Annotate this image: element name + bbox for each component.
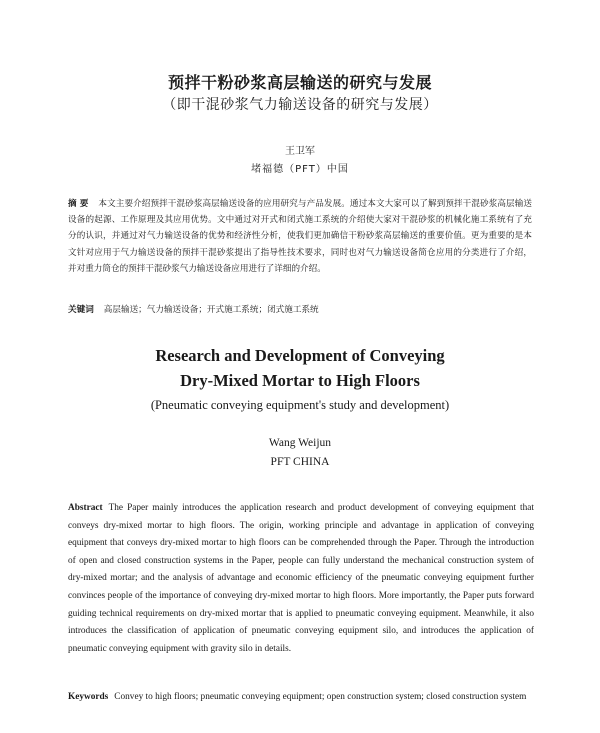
chinese-abstract-text: 本文主要介绍预拌干混砂浆高层输送设备的应用研究与产品发展。通过本文大家可以了解到预拌干混砂浆高层输送设备的起源、工作原理及其应用优势。文中通过对开式和闭式施工系统的介绍使大家对干混砂浆的机械化施工系统有了充分的认识，并通过对气力输送设备的优势和经济性分析，使我们更加确信干粉砂浆高层输送的重要价值。更为重要的是本文针对应用于气力输送设备的预拌干混砂浆提出了指导性技术要求，同时也对气力输送设备简仓应用的分类进行了介绍，并对重力筒仓的预拌干混砂浆气力输送设备应用进行了详细的介绍。 [68, 199, 532, 274]
english-author: Wang Weijun [268, 437, 332, 449]
chinese-subtitle: （即干混砂浆气力输送设备的研究与发展） [162, 97, 438, 113]
chinese-keywords [68, 302, 532, 318]
english-abstract [68, 500, 534, 658]
chinese-keywords-label: 关键词 [68, 305, 94, 315]
english-abstract-label: Abstract [68, 503, 103, 513]
english-title-line1: Research and Development of Conveying [155, 346, 445, 365]
chinese-title: 预拌干粉砂浆高层输送的研究与发展 [167, 73, 432, 92]
chinese-keywords-text: 高层输送；气力输送设备；开式施工系统；闭式施工系统 [103, 305, 319, 315]
chinese-abstract-label: 摘 要 [68, 199, 89, 209]
english-affiliation: PFT CHINA [270, 456, 330, 468]
english-keywords-text: Convey to high floors; pneumatic conveying equipment; open construction system; closed construction system [114, 692, 527, 702]
english-title-line2: Dry-Mixed Mortar to High Floors [180, 371, 420, 390]
english-subtitle: (Pneumatic conveying equipment's study and development) [150, 398, 450, 412]
english-abstract-text: The Paper mainly introduces the application research and product development of conveying equipment that conveys dry-mixed mortar to high floors. The origin, working principle and advantage in application of conveying equipment that conveys dry-mixed mortar to high floors can be comprehended through the Paper. Through the introduction of open and closed construction systems in the Paper, people can fully understand the mechanical construction system of dry-mixed mortar; and the analysis of advantage and economic efficiency of the pneumatic conveying equipment further convinces people of the importance of conveying dry-mixed mortar to high floors. More importantly, the Paper puts forward guiding technical requirements on dry-mixed mortar that is applied to pneumatic conveying equipment. Meanwhile, it also introduces the classification of application of pneumatic conveying equipment silo, and introduces the application of pneumatic conveying equipment with gravity silo in details. [68, 503, 534, 654]
chinese-abstract [68, 196, 532, 277]
chinese-author: 王卫军 [285, 146, 315, 157]
english-keywords-label: Keywords [68, 692, 109, 702]
english-title [0, 343, 600, 393]
english-keywords [68, 689, 534, 705]
chinese-affiliation: 堵福德（PFT）中国 [251, 164, 349, 175]
